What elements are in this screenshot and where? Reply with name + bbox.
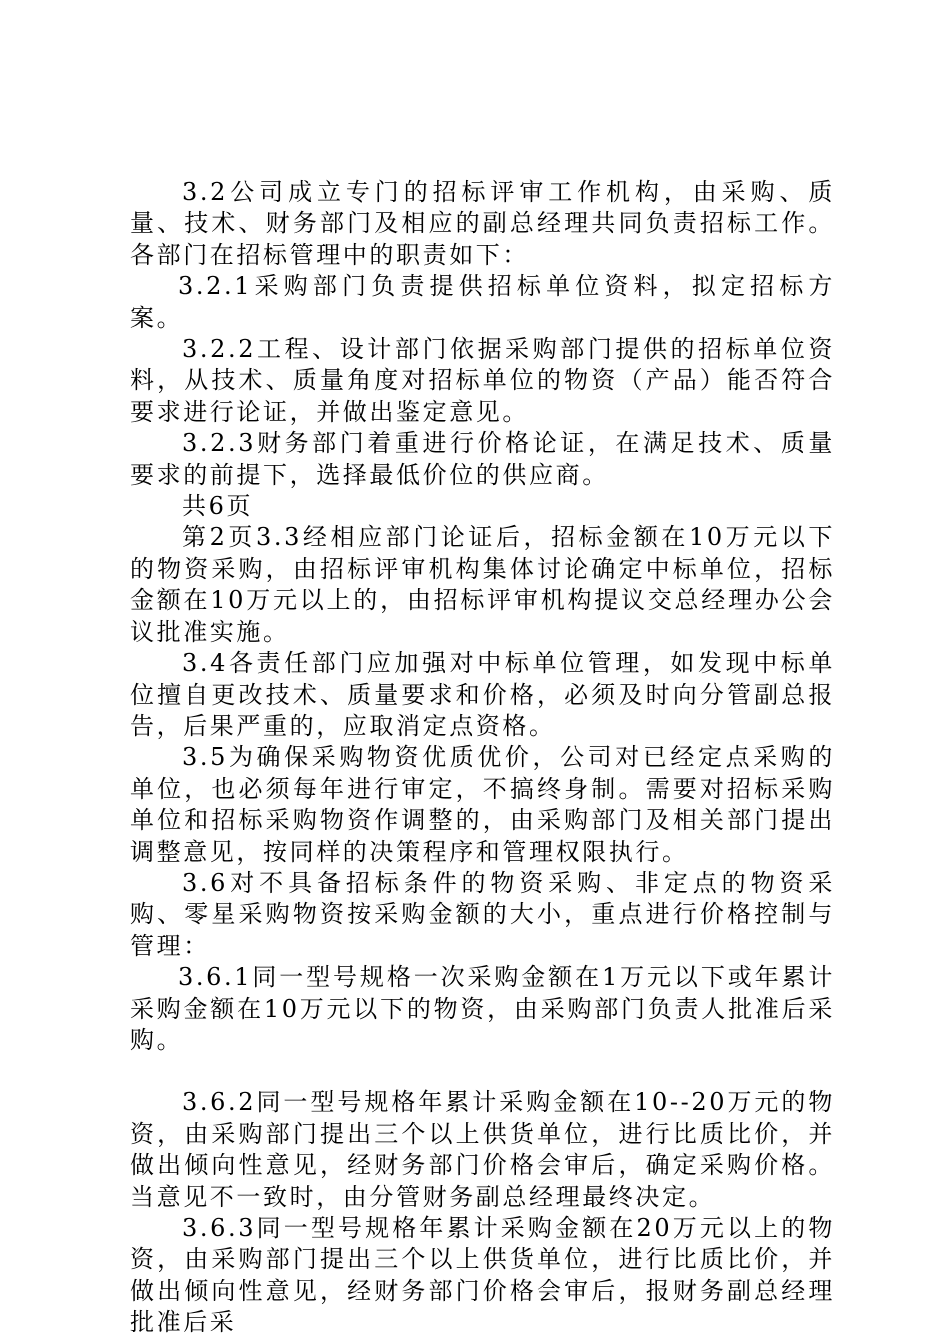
- paragraph-3-6-3: 3.6.3同一型号规格年累计采购金额在20万元以上的物资，由采购部门提出三个以上供货单位，进行比质比价，并做出倾向性意见，经财务部门价格会审后，报财务副总经理批准后采: [130, 1214, 835, 1337]
- paragraph-3-2-2: 3.2.2工程、设计部门依据采购部门提供的招标单位资料，从技术、质量角度对招标单位的物资（产品）能否符合要求进行论证，并做出鉴定意见。: [130, 335, 835, 426]
- paragraph-3-2-3: 3.2.3财务部门着重进行价格论证，在满足技术、质量要求的前提下，选择最低价位的供应商。: [130, 429, 835, 489]
- paragraph-3-2: 3.2公司成立专门的招标评审工作机构，由采购、质量、技术、财务部门及相应的副总经理共同负责招标工作。各部门在招标管理中的职责如下：: [130, 178, 835, 269]
- paragraph-3-3: 第2页3.3经相应部门论证后，招标金额在10万元以下的物资采购，由招标评审机构集体讨论确定中标单位，招标金额在10万元以上的，由招标评审机构提议交总经理办公会议批准实施。: [130, 523, 835, 646]
- paragraph-3-6-2: 3.6.2同一型号规格年累计采购金额在10--20万元的物资，由采购部门提出三个以上供货单位，进行比质比价，并做出倾向性意见，经财务部门价格会审后，确定采购价格。当意见不一致时，由分管财务副总经理最终决定。: [130, 1088, 835, 1211]
- document-body: [130, 177, 835, 1339]
- paragraph-3-4: 3.4各责任部门应加强对中标单位管理，如发现中标单位擅自更改技术、质量要求和价格，必须及时向分管副总报告，后果严重的，应取消定点资格。: [130, 649, 835, 740]
- paragraph-3-5: 3.5为确保采购物资优质优价，公司对已经定点采购的单位，也必须每年进行审定，不搞终身制。需要对招标采购单位和招标采购物资作调整的，由采购部门及相关部门提出调整意见，按同样的决策程序和管理权限执行。: [130, 743, 835, 866]
- paragraph-3-6: 3.6对不具备招标条件的物资采购、非定点的物资采购、零星采购物资按采购金额的大小，重点进行价格控制与管理：: [130, 868, 835, 960]
- paragraph-3-2-1: 3.2.1采购部门负责提供招标单位资料，拟定招标方案。: [130, 272, 835, 332]
- paragraph-3-6-1: 3.6.1同一型号规格一次采购金额在1万元以下或年累计采购金额在10万元以下的物资，由采购部门负责人批准后采购。: [130, 963, 835, 1054]
- page-count-text: 共6页: [182, 492, 254, 521]
